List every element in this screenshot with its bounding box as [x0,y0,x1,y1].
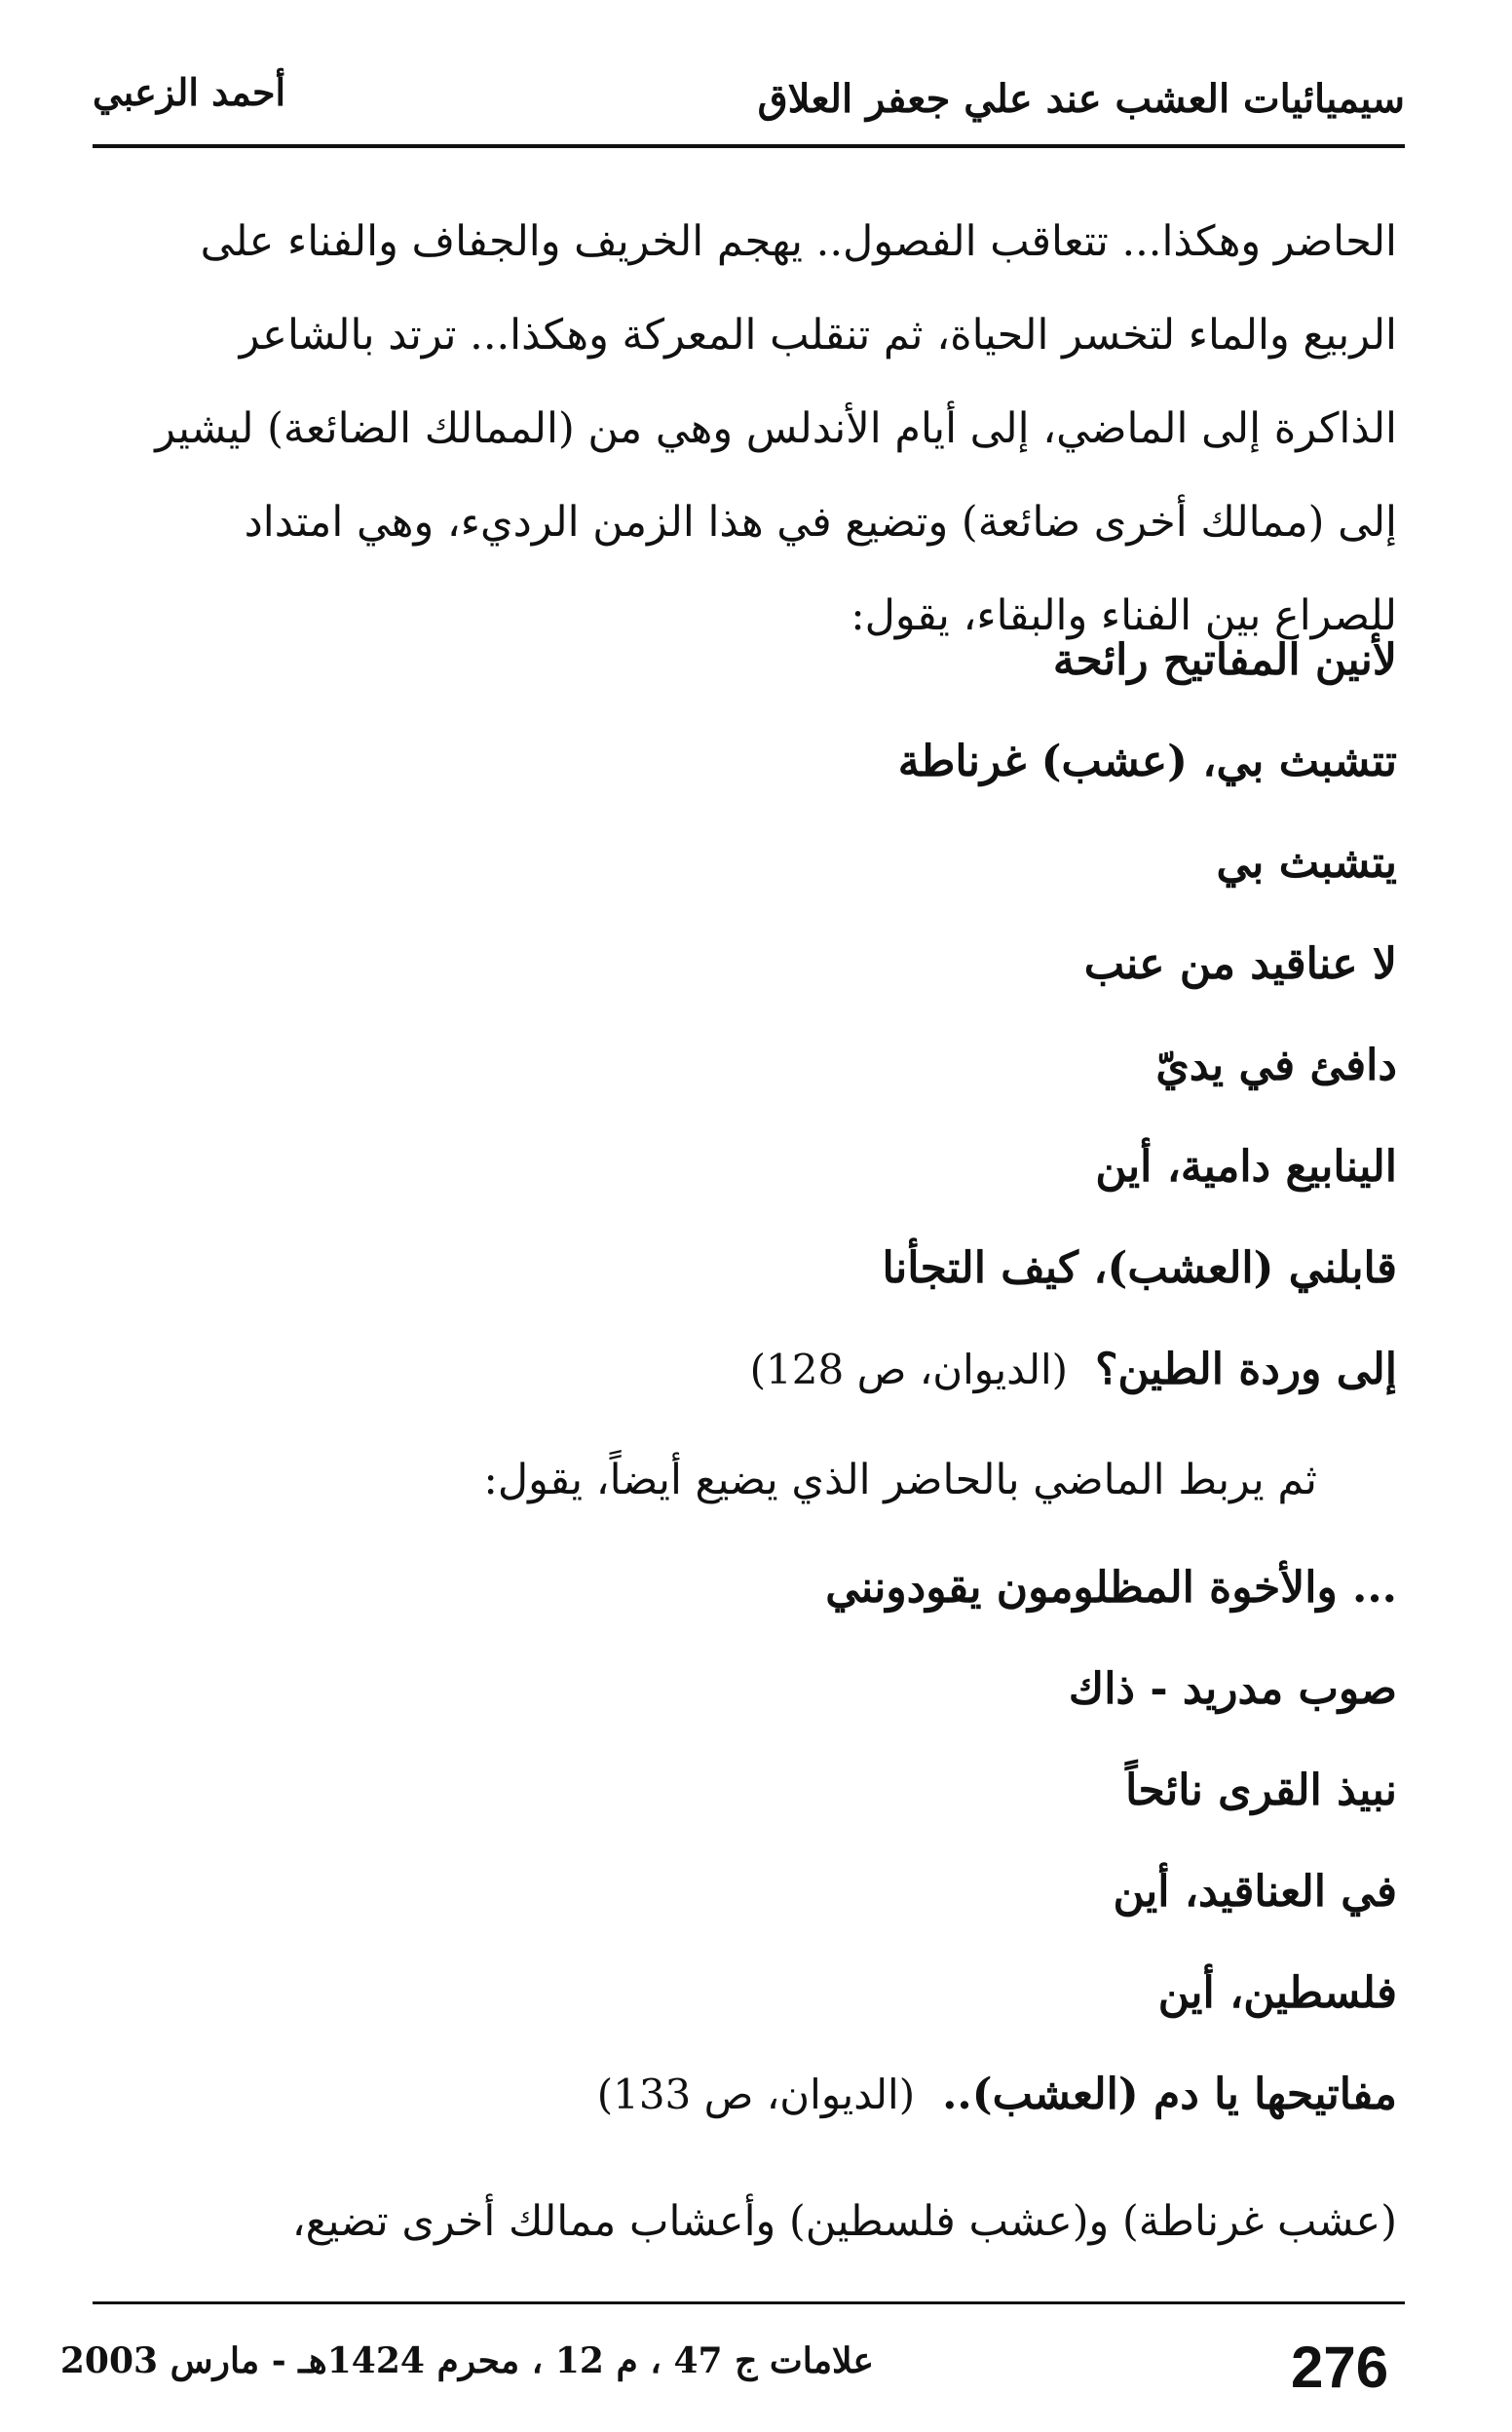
poem-line: لا عناقيد من عنب [1083,939,1397,989]
transition-sentence: ثم يربط الماضي بالحاضر الذي يضيع أيضاً، يقول: [483,1456,1317,1504]
paragraph-line: الربيع والماء لتخسر الحياة، ثم تنقلب المعركة وهكذا... ترتد بالشاعر [239,311,1397,360]
poem-line: ... والأخوة المظلومون يقودونني [825,1563,1397,1613]
poem-line: يتشبث بي [1216,838,1397,888]
poem-line: نبيذ القرى نائحاً [1125,1766,1397,1815]
paragraph-line: الحاضر وهكذا... تتعاقب الفصول.. يهجم الخريف والجفاف والفناء على [200,217,1397,266]
paragraph-line: للصراع بين الفناء والبقاء، يقول: [850,591,1397,640]
running-header-author: أحمد الزعبي [93,70,286,114]
footer-journal-info: علامات ج 47 ، م 12 ، محرم 1424هـ - مارس 2003 [59,2340,874,2381]
poem-line: صوب مدريد - ذاك [1068,1664,1397,1714]
paragraph-line: إلى (ممالك أخرى ضائعة) وتضيع في هذا الزمن الرديء، وهي امتداد [244,498,1397,547]
citation: (الديوان، ص 133) [596,2071,916,2118]
poem-line: مفاتيحها يا دم (العشب).. [942,2070,1397,2119]
poem-line: إلى وردة الطين؟ [1095,1345,1397,1394]
header-rule [93,144,1405,148]
poem-line: في العناقيد، أين [1113,1867,1397,1917]
poem-line: فلسطين، أين [1157,1968,1397,2018]
footer-rule [93,2301,1405,2304]
citation: (الديوان، ص 128) [749,1346,1069,1393]
body-paragraph-1 [109,195,1397,663]
poem-line-with-citation [597,2070,1397,2119]
body-paragraph-2 [109,2175,1397,2268]
poem-line: الينابيع دامية، أين [1095,1142,1397,1192]
poem-line: لأنين المفاتيح رائحة [1052,635,1397,685]
poem-line: تتشبث بي، (عشب) غرناطة [897,737,1397,786]
paragraph-line: (عشب غرناطة) و(عشب فلسطين) وأعشاب ممالك أخرى تضيع، [291,2197,1397,2246]
poem-line-with-citation [750,1345,1397,1394]
page-number: 276 [1291,2335,1389,2400]
running-header-title: سيميائيات العشب عند علي جعفر العلاق [757,76,1405,122]
poem-line: دافئ في يديّ [1155,1041,1397,1090]
paragraph-line: الذاكرة إلى الماضي، إلى أيام الأندلس وهي من (الممالك الضائعة) ليشير [155,404,1397,453]
poem-line: قابلني (العشب)، كيف التجأنا [882,1243,1397,1293]
